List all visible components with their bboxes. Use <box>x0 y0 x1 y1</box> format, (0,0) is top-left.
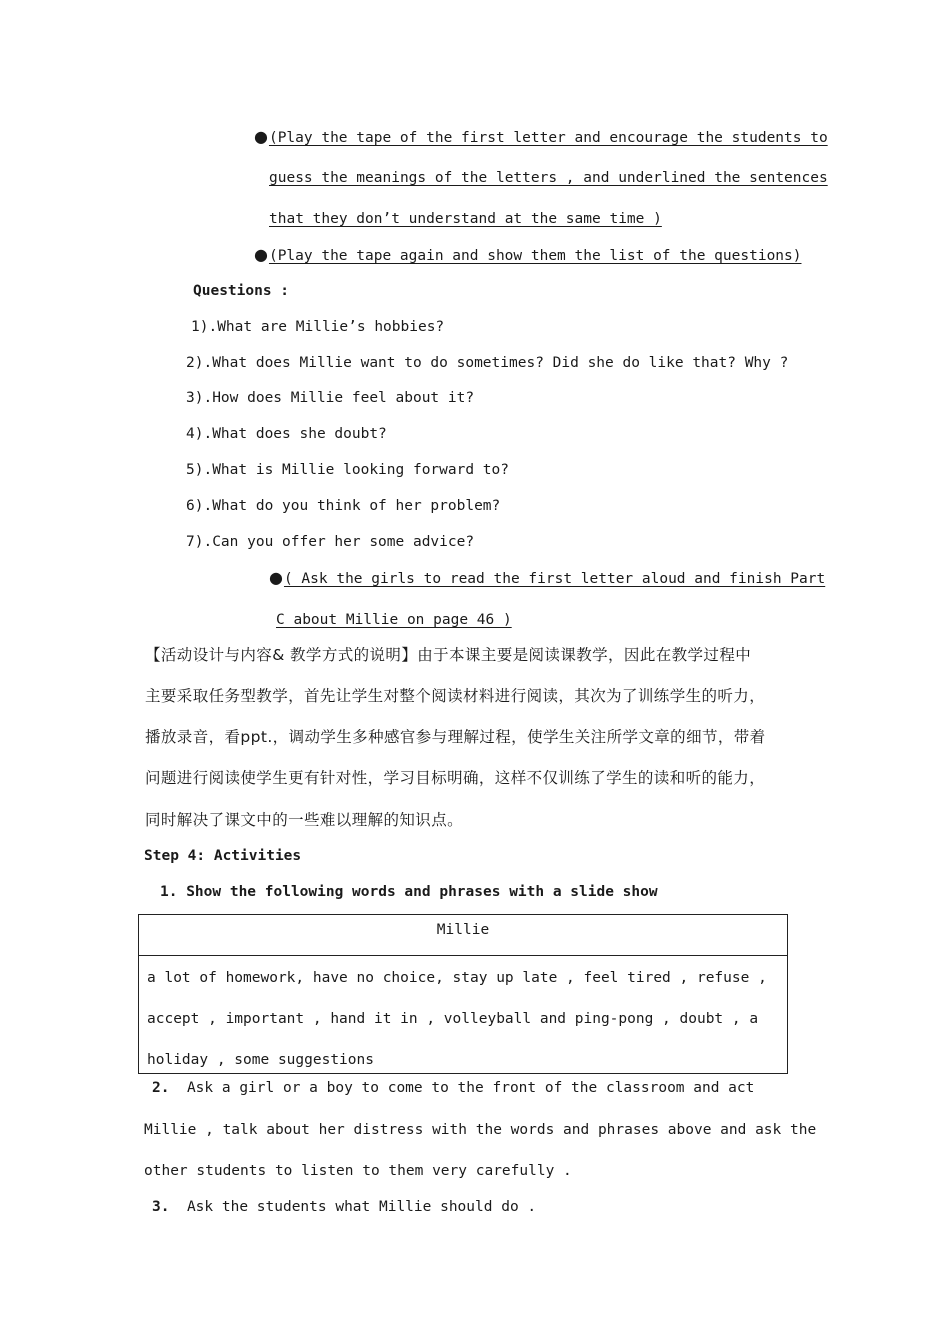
question-item: 5).What is Millie looking forward to? <box>186 462 510 478</box>
words-table <box>138 914 788 1074</box>
play-tape-1-line-1: (Play the tape of the first letter and encourage the students to <box>268 130 828 146</box>
step4-item-3 <box>152 1197 536 1217</box>
activity-note-line: 问题进行阅读使学生更有针对性，学习目标明确，这样不仅训练了学生的读和听的能力， <box>145 769 766 787</box>
item-3-text: Ask the students what Millie should do . <box>186 1199 537 1215</box>
item-2-line-2: Millie , talk about her distress with the words and phrases above and ask the <box>144 1122 817 1138</box>
words-table-body <box>139 956 787 1083</box>
question-item: 3).How does Millie feel about it? <box>186 390 475 406</box>
activity-note-line: 【活动设计与内容& 教学方式的说明】由于本课主要是阅读课教学，因此在教学过程中 <box>145 646 752 664</box>
bullet-icon: ● <box>254 127 268 146</box>
item-2-number: 2. <box>152 1080 170 1096</box>
questions-heading: Questions : <box>193 283 290 299</box>
words-table-line: holiday , some suggestions <box>147 1052 374 1068</box>
step4-item-2 <box>152 1078 754 1098</box>
play-tape-1-line-2: guess the meanings of the letters , and underlined the sentences <box>269 170 828 186</box>
item-2-line-1: Ask a girl or a boy to come to the front of the classroom and act <box>186 1080 755 1096</box>
activity-note-line: 同时解决了课文中的一些难以理解的知识点。 <box>145 811 464 829</box>
question-item: 2).What does Millie want to do sometimes? Did she do like that? Why ? <box>186 355 789 371</box>
bullet-icon: ● <box>269 568 283 587</box>
question-item: 1).What are Millie’s hobbies? <box>191 319 445 335</box>
question-item: 6).What do you think of her problem? <box>186 498 501 514</box>
question-item: 7).Can you offer her some advice? <box>186 534 475 550</box>
question-item: 4).What does she doubt? <box>186 426 387 442</box>
ask-girls-line-2: C about Millie on page 46 ) <box>276 612 512 628</box>
item-2-line-3: other students to listen to them very carefully . <box>144 1163 572 1179</box>
item-3-number: 3. <box>152 1199 170 1215</box>
ask-girls-bullet <box>269 568 825 589</box>
activity-note-line: 播放录音，看ppt.，调动学生多种感官参与理解过程，使学生关注所学文章的细节，带着 <box>145 728 766 746</box>
words-table-line: accept , important , hand it in , volleyball and ping-pong , doubt , a <box>147 1011 759 1027</box>
ask-girls-line-1: ( Ask the girls to read the first letter aloud and finish Part <box>283 571 826 587</box>
play-tape-1-line-3: that they don’t understand at the same time ) <box>269 211 662 227</box>
bullet-icon: ● <box>254 245 268 264</box>
play-tape-bullet-2 <box>254 245 801 266</box>
play-tape-bullet-1 <box>254 127 828 148</box>
words-table-header: Millie <box>139 915 787 956</box>
activity-note-line: 主要采取任务型教学，首先让学生对整个阅读材料进行阅读，其次为了训练学生的听力， <box>145 687 766 705</box>
play-tape-2-text: (Play the tape again and show them the list of the questions) <box>268 248 802 264</box>
step4-item-1: 1. Show the following words and phrases with a slide show <box>160 884 658 900</box>
words-table-line: a lot of homework, have no choice, stay up late , feel tired , refuse , <box>147 970 767 986</box>
step4-heading: Step 4: Activities <box>144 848 302 864</box>
